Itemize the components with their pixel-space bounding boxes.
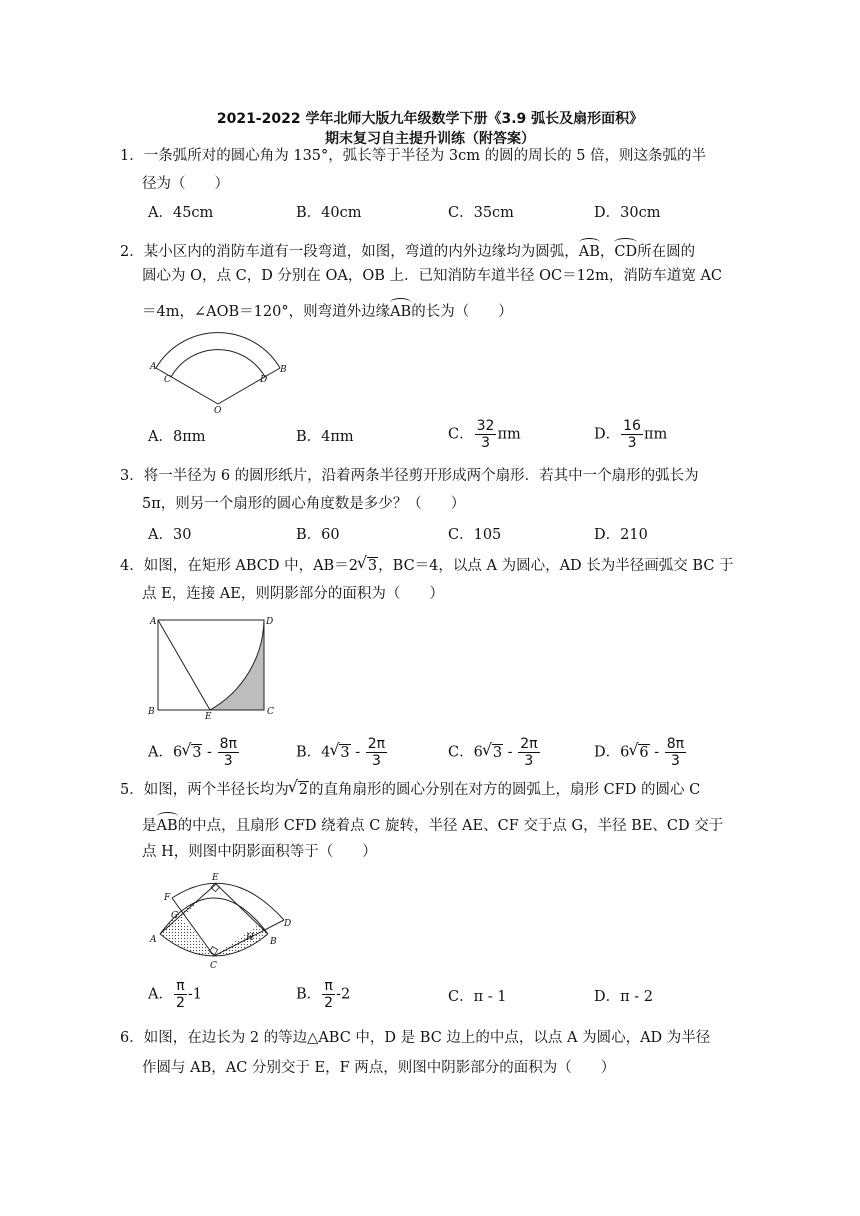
q5-text-line2b: 的中点，且扇形 CFD 绕着点 C 旋转，半径 AE、CF 交于点 G，半径 BE、CD 交于 (177, 818, 724, 834)
q3-number: 3． (120, 468, 144, 484)
q4-option-b[interactable] (296, 736, 388, 769)
q1-option-d[interactable]: D．30cm (594, 205, 661, 221)
q2-option-c-label: C． (448, 426, 474, 443)
q4-label-d: D (266, 617, 274, 627)
q4-option-b-den: 3 (371, 753, 381, 769)
q4-text-line1a: 如图，在矩形 ABCD 中，AB＝2 (143, 558, 358, 574)
q4-label-c: C (267, 707, 274, 717)
q5-option-b-den: 2 (324, 995, 334, 1011)
q4-option-d-rad: 6 (639, 744, 649, 761)
q4-option-c-num: 2π (520, 736, 538, 752)
q2-option-c-tail: πm (497, 426, 521, 443)
q4-radicand: 3 (367, 558, 378, 574)
q4-option-d-den: 3 (670, 753, 680, 769)
q2-figure-road-arc (148, 326, 288, 414)
q5-label-f: F (164, 893, 171, 903)
q5-option-c[interactable] (448, 986, 506, 1008)
q5-figure-sectors (144, 868, 294, 972)
q4-option-b-num: 2π (367, 736, 386, 752)
q2-option-c-num: 32 (476, 418, 495, 434)
q5-option-b-num: π (324, 978, 333, 994)
q4-option-c-label: C． (448, 744, 474, 761)
q5-label-e: E (212, 873, 219, 883)
q4-option-b-fraction (366, 736, 387, 769)
q1-text-line2: 径为（ ） (142, 176, 229, 192)
q4-option-b-label: B． (296, 744, 322, 761)
q2-number: 2． (120, 244, 144, 260)
q5-option-c-label: C． (448, 989, 474, 1005)
q4-option-a-label: A． (148, 744, 173, 761)
q2-arc-cd: CD (614, 238, 637, 262)
q5-option-b-tail: -2 (336, 986, 351, 1003)
doc-title-line1: 2021-2022 学年北师大版九年级数学下册《3.9 弧长及扇形面积》 (216, 111, 644, 127)
q4-option-d[interactable] (594, 736, 687, 769)
q4-label-a: A (150, 617, 157, 627)
q2-label-a: A (150, 362, 157, 372)
q2-text-line3a: ＝4m，∠AOB＝120°，则弯道外边缘 (142, 304, 391, 320)
q5-label-h: H (246, 933, 254, 943)
q4-sqrt (358, 556, 378, 576)
q2-option-c[interactable] (448, 418, 521, 451)
q2-text-line1a: 某小区内的消防车道有一段弯道，如图，弯道的内外边缘均为圆弧， (143, 244, 579, 260)
q4-label-e: E (205, 712, 212, 720)
q2-text-line1b: 所在圆的 (637, 244, 696, 260)
q6-text-line1: 如图，在边长为 2 的等边△ABC 中，D 是 BC 边上的中点，以点 A 为圆心，AD 为半径 (143, 1030, 711, 1046)
q5-option-a-num: π (176, 978, 185, 994)
q4-option-c-den: 3 (524, 753, 534, 769)
q2-option-d-num: 16 (623, 418, 641, 434)
q4-option-a-coef: 6 (172, 744, 183, 761)
q4-option-c-rad: 3 (492, 744, 503, 761)
q5-label-a: A (150, 935, 157, 945)
q4-option-c-sqrt (483, 742, 503, 764)
q4-option-a-den: 3 (223, 753, 233, 769)
q2-option-d[interactable] (594, 418, 667, 451)
q5-option-c-text: π - 1 (473, 989, 507, 1005)
q5-option-a[interactable] (148, 978, 202, 1011)
q2-label-d: D (260, 375, 268, 385)
q4-option-b-sqrt (330, 742, 350, 764)
q1-option-b[interactable]: B．40cm (296, 205, 362, 221)
q3-text-line1: 将一半径为 6 的圆形纸片，沿着两条半径剪开形成两个扇形．若其中一个扇形的弧长为 (143, 468, 699, 484)
q2-label-o: O (214, 406, 222, 414)
q4-option-d-minus: - (649, 744, 664, 761)
q2-option-d-tail: πm (643, 426, 668, 443)
q2-option-b[interactable]: B．4πm (296, 429, 354, 445)
q4-option-a-fraction (218, 736, 239, 769)
q6-text-line2: 作圆与 AB，AC 分别交于 E，F 两点，则图中阴影部分的面积为（ ） (142, 1060, 616, 1076)
q5-label-c: C (210, 961, 217, 971)
q4-option-d-label: D． (594, 744, 621, 761)
doc-title-line2: 期末复习自主提升训练（附答案） (325, 131, 535, 147)
q5-text-line1b: 的直角扇形的圆心分别在对方的圆弧上，扇形 CFD 的圆心 C (308, 782, 701, 798)
q4-option-b-minus: - (350, 744, 365, 761)
q1-number: 1． (120, 148, 144, 164)
q5-option-a-den: 2 (175, 995, 185, 1011)
q4-option-c[interactable] (448, 736, 541, 769)
q2-text-line3b: 的长为（ ） (411, 304, 513, 320)
q2-option-c-den: 3 (481, 435, 490, 451)
q2-label-b: B (280, 365, 287, 375)
q4-number: 4． (120, 558, 144, 574)
q4-option-c-minus: - (503, 744, 518, 761)
q3-option-a[interactable]: A．30 (148, 527, 192, 543)
q5-option-d-label: D． (594, 989, 621, 1005)
q4-option-a[interactable] (148, 736, 240, 769)
q6-number: 6． (120, 1030, 144, 1046)
q3-option-c[interactable]: C．105 (448, 527, 502, 543)
q3-option-b[interactable]: B．60 (296, 527, 340, 543)
q4-label-b: B (148, 707, 155, 717)
q4-option-b-coef: 4 (321, 744, 331, 761)
q2-label-c: C (164, 375, 171, 385)
q2-separator: ， (599, 244, 615, 260)
q4-option-a-num: 8π (219, 736, 237, 752)
q4-option-a-minus: - (202, 744, 217, 761)
q2-option-d-den: 3 (627, 435, 637, 451)
q2-option-c-fraction (475, 418, 497, 451)
q5-arc-ab: AB (157, 812, 178, 836)
q5-text-line2a: 是 (142, 818, 157, 834)
q3-text-line2: 5π，则另一个扇形的圆心角度数是多少？（ ） (142, 496, 466, 512)
q4-option-a-sqrt (182, 742, 202, 764)
q4-option-c-fraction (518, 736, 539, 769)
q2-option-a[interactable]: A．8πm (148, 429, 206, 445)
q4-option-c-coef: 6 (473, 744, 483, 761)
q2-option-d-label: D． (594, 426, 621, 443)
q5-option-a-tail: -1 (187, 986, 203, 1003)
q4-figure-rectangle (146, 612, 286, 720)
q5-text-line3: 点 H，则图中阴影面积等于（ ） (142, 844, 377, 860)
q4-option-d-sqrt (629, 742, 649, 764)
q5-number: 5． (120, 782, 144, 798)
q4-option-d-fraction (665, 736, 686, 769)
q5-option-d[interactable] (594, 986, 653, 1008)
q1-text-line1: 一条弧所对的圆心角为 135°，弧长等于半径为 3cm 的圆的周长的 5 倍，则这条弧的半 (143, 148, 707, 164)
q4-text-line2: 点 E，连接 AE，则阴影部分的面积为（ ） (142, 586, 444, 602)
q5-text-line1a: 如图，两个半径长均为 (143, 782, 289, 798)
q4-text-line1b: ，BC＝4，以点 A 为圆心，AD 长为半径画弧交 BC 于 (378, 558, 734, 574)
q1-option-a[interactable]: A．45cm (148, 205, 214, 221)
q5-option-b-fraction (322, 978, 335, 1011)
q4-option-d-num: 8π (666, 736, 685, 752)
q4-option-b-rad: 3 (340, 744, 350, 761)
q5-label-b: B (270, 937, 277, 947)
q5-option-a-fraction (174, 978, 187, 1011)
q2-arc-ab-outer: AB (390, 298, 411, 322)
q4-option-a-rad: 3 (192, 744, 202, 761)
q5-option-b-label: B． (296, 986, 322, 1003)
q5-option-d-text: π - 2 (620, 989, 654, 1005)
q4-option-d-coef: 6 (620, 744, 630, 761)
q1-option-c[interactable]: C．35cm (448, 205, 514, 221)
q2-option-d-fraction (621, 418, 643, 451)
q3-option-d[interactable]: D．210 (594, 527, 648, 543)
q5-option-a-label: A． (148, 986, 173, 1003)
q5-sqrt (289, 780, 309, 800)
q5-option-b[interactable] (296, 978, 350, 1011)
q5-radicand: 2 (298, 782, 308, 798)
q2-arc-ab: AB (579, 238, 600, 262)
q5-label-g: G (171, 911, 179, 921)
q5-label-d: D (284, 919, 292, 929)
q2-text-line2: 圆心为 O，点 C，D 分别在 OA，OB 上．已知消防车道半径 OC＝12m，消防车道宽 AC (142, 268, 723, 284)
